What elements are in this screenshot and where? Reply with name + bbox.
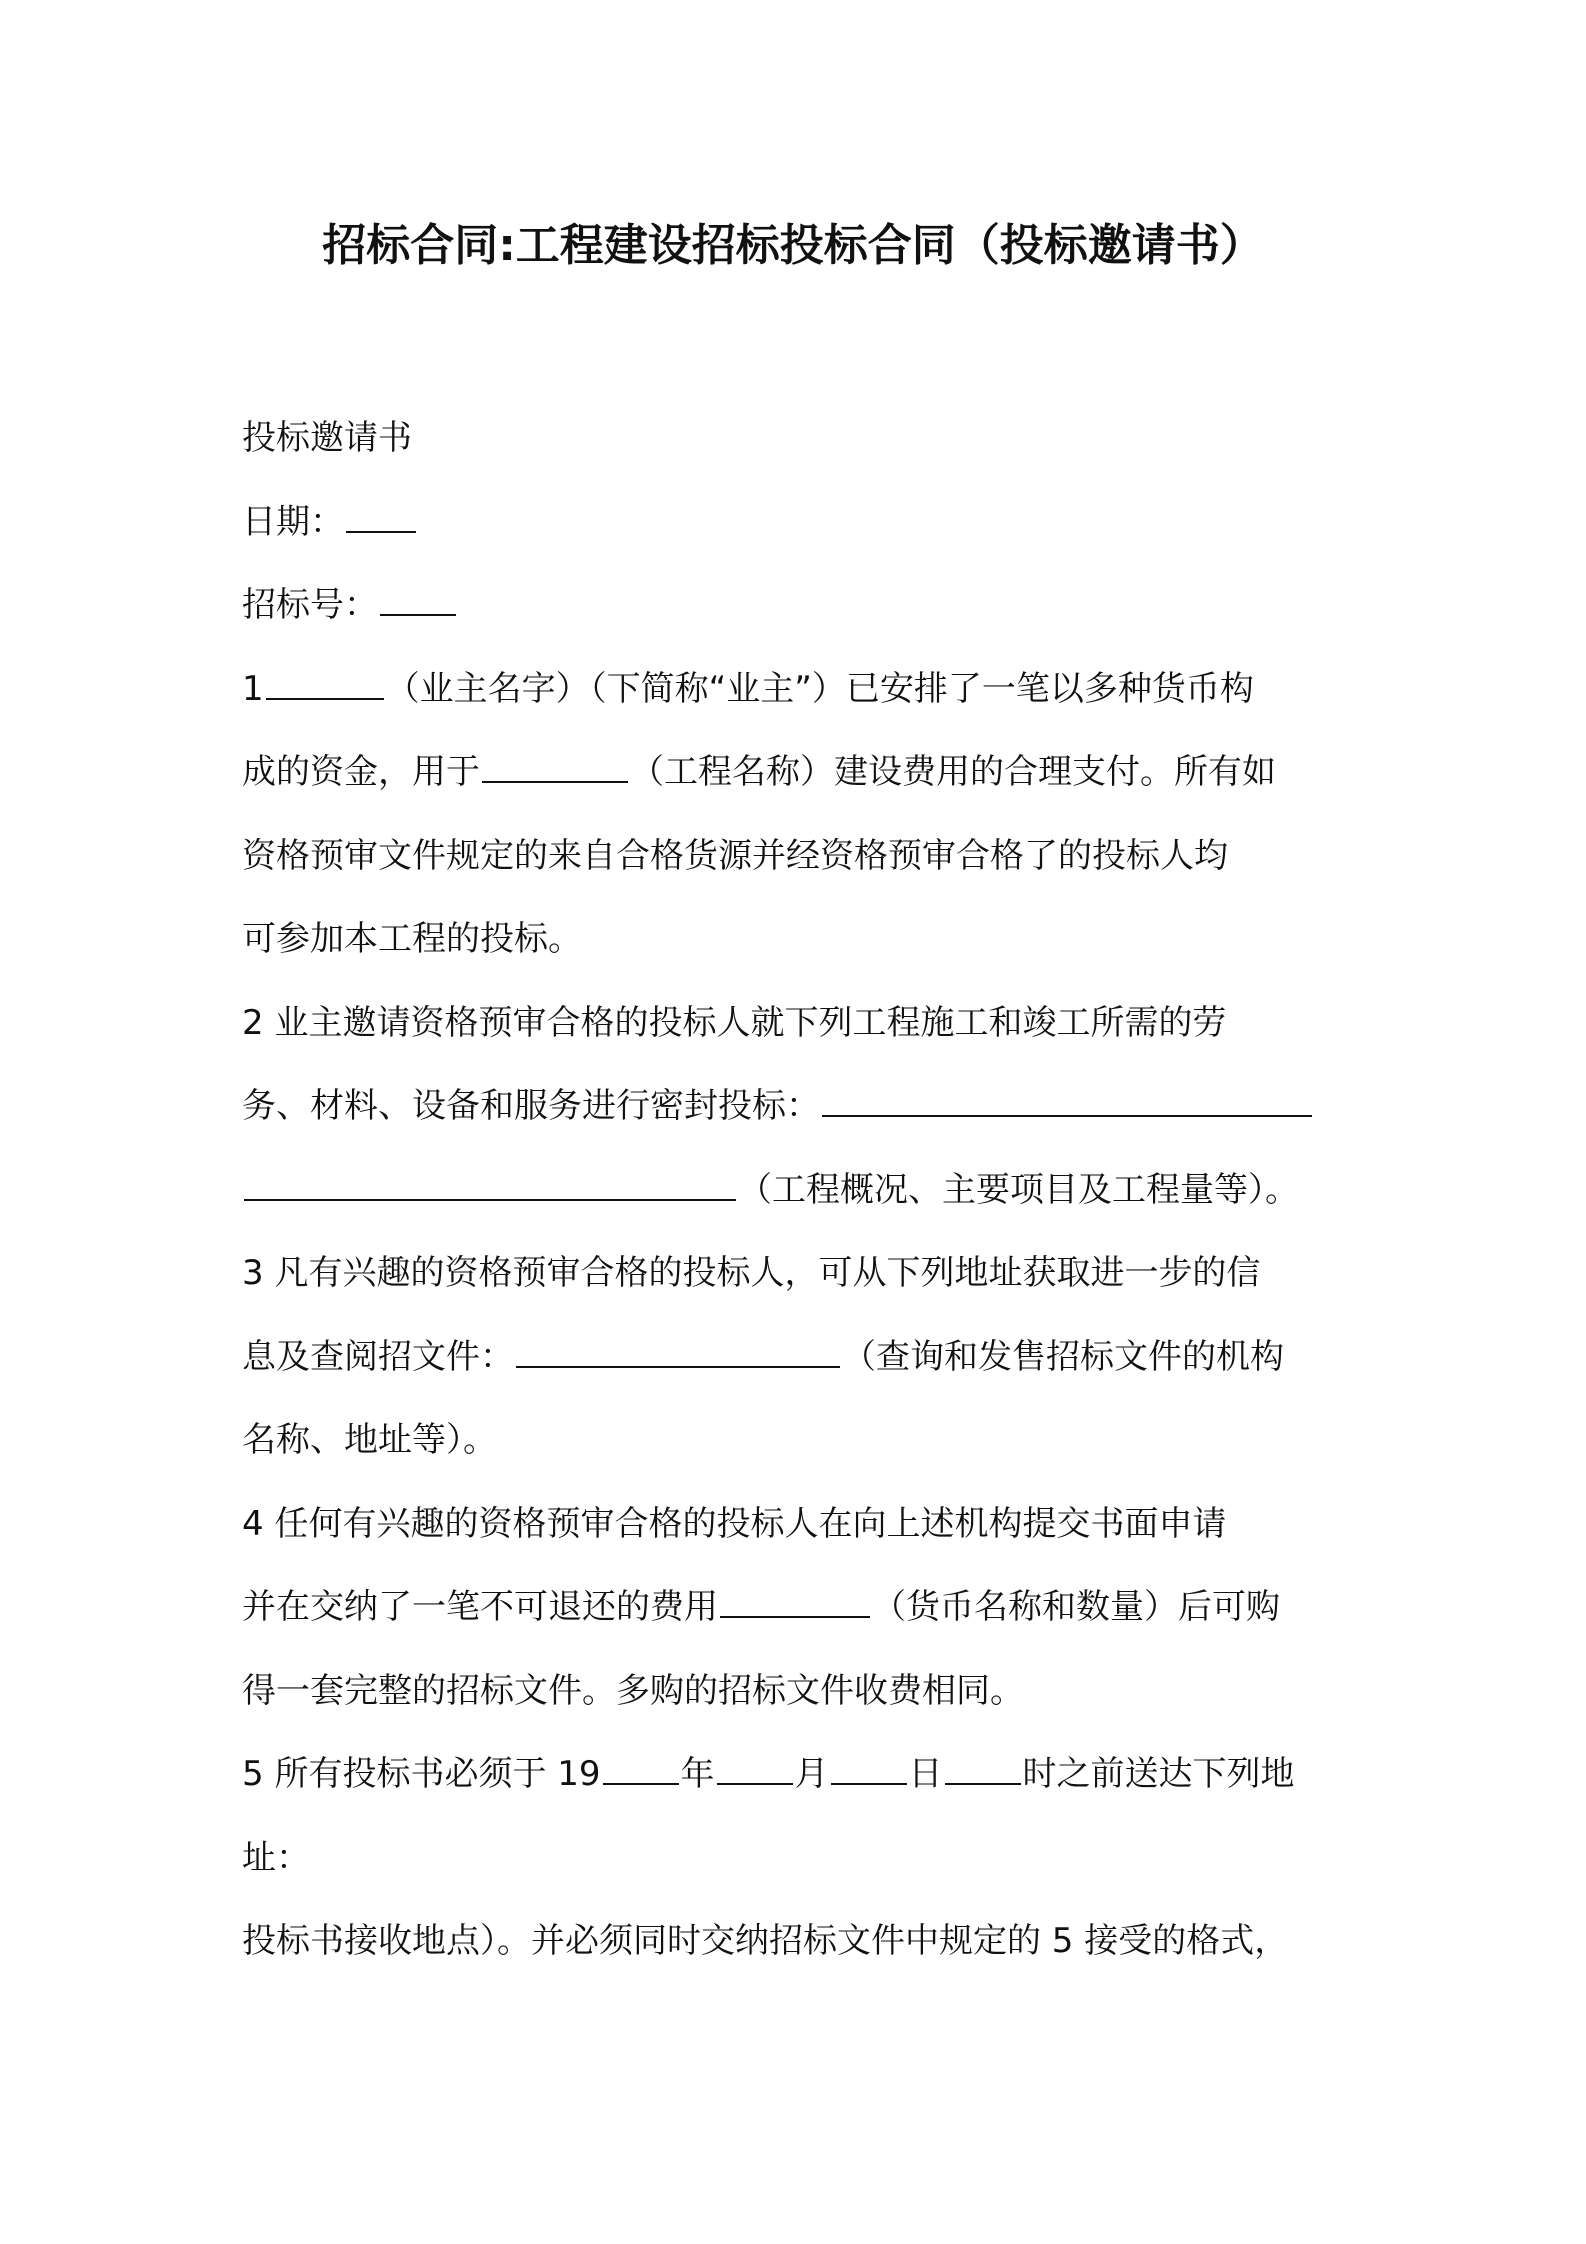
- paragraph-3-text-1: 3 凡有兴趣的资格预审合格的投标人，可从下列地址获取进一步的信: [242, 1253, 1261, 1293]
- paragraph-1-line-1: [242, 659, 1372, 743]
- paragraph-4-text-2b: （货币名称和数量）后可购: [872, 1587, 1280, 1627]
- document-body: [242, 408, 1372, 1995]
- heading-line: [242, 408, 1372, 492]
- document-title: 招标合同:工程建设招标投标合同（投标邀请书）: [322, 220, 1264, 271]
- paragraph-3-line-1: [242, 1243, 1372, 1327]
- paragraph-3-text-3: 名称、地址等）。: [242, 1420, 497, 1460]
- paragraph-1-text-3: 资格预审文件规定的来自合格货源并经资格预审合格了的投标人均: [242, 835, 1228, 876]
- paragraph-2-line-3: [242, 1160, 1372, 1244]
- fee-blank: [720, 1580, 870, 1618]
- paragraph-5-line-3: [242, 1911, 1372, 1995]
- paragraph-1-line-3: [242, 826, 1372, 910]
- paragraph-5-text-1a: 5 所有投标书必须于 19: [242, 1754, 601, 1794]
- paragraph-2-line-1: [242, 993, 1372, 1077]
- paragraph-1-text-2a: 成的资金，用于: [242, 752, 480, 792]
- paragraph-5-text-1b: 时之前送达下列地: [1022, 1754, 1295, 1794]
- date-blank: [346, 495, 416, 533]
- month-blank: [717, 1747, 793, 1785]
- paragraph-5-line-2: [242, 1828, 1372, 1912]
- paragraph-5-text-2: 址：: [242, 1837, 310, 1878]
- paragraph-4-text-1: 4 任何有兴趣的资格预审合格的投标人在向上述机构提交书面申请: [242, 1503, 1227, 1544]
- owner-name-blank: [266, 662, 384, 700]
- project-name-blank: [482, 745, 628, 783]
- agency-blank: [516, 1330, 840, 1368]
- paragraph-4-text-2a: 并在交纳了一笔不可退还的费用: [242, 1587, 718, 1627]
- date-label: 日期：: [242, 501, 344, 542]
- paragraph-1-line-4: [242, 909, 1372, 993]
- hour-blank: [945, 1747, 1021, 1785]
- tender-number-blank: [380, 578, 456, 616]
- day-blank: [831, 1747, 907, 1785]
- year-blank: [603, 1747, 679, 1785]
- tender-number-label: 招标号：: [242, 585, 378, 625]
- paragraph-1-text-1: （业主名字）（下简称“业主”）已安排了一笔以多种货币构: [385, 668, 1254, 709]
- paragraph-2-text-2: 务、材料、设备和服务进行密封投标：: [242, 1086, 820, 1126]
- paragraph-1-number: 1: [242, 668, 264, 709]
- paragraph-3-line-2: [242, 1327, 1372, 1411]
- paragraph-3-text-2a: 息及查阅招文件：: [242, 1336, 514, 1377]
- paragraph-4-line-2: [242, 1577, 1372, 1661]
- paragraph-5-text-3: 投标书接收地点）。并必须同时交纳招标文件中规定的 5 接受的格式，: [242, 1921, 1289, 1961]
- paragraph-4-text-3: 得一套完整的招标文件。多购的招标文件收费相同。: [242, 1670, 1024, 1711]
- month-label: 月: [794, 1754, 829, 1794]
- year-label: 年: [680, 1754, 715, 1794]
- day-label: 日: [908, 1754, 943, 1794]
- tender-number-line: [242, 575, 1372, 659]
- invitation-heading: 投标邀请书: [242, 418, 412, 458]
- paragraph-4-line-1: [242, 1494, 1372, 1578]
- paragraph-2-text-1: 2 业主邀请资格预审合格的投标人就下列工程施工和竣工所需的劳: [242, 1002, 1227, 1043]
- paragraph-1-text-2b: （工程名称）建设费用的合理支付。所有如: [630, 752, 1276, 792]
- paragraph-2-line-2: [242, 1076, 1372, 1160]
- date-line: [242, 492, 1372, 576]
- paragraph-3-line-3: [242, 1410, 1372, 1494]
- paragraph-1-line-2: [242, 742, 1372, 826]
- paragraph-1-text-4: 可参加本工程的投标。: [242, 919, 582, 959]
- paragraph-2-text-3: （工程概况、主要项目及工程量等）。: [738, 1169, 1299, 1210]
- services-blank-2: [244, 1163, 736, 1201]
- services-blank-1: [822, 1079, 1312, 1117]
- paragraph-3-text-2b: （查询和发售招标文件的机构: [842, 1336, 1284, 1377]
- paragraph-5-line-1: [242, 1744, 1372, 1828]
- paragraph-4-line-3: [242, 1661, 1372, 1745]
